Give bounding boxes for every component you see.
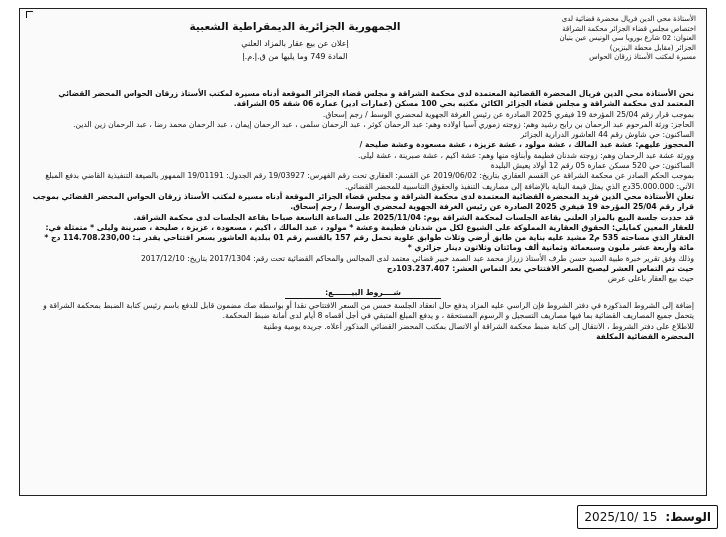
- paragraph-address: الساكنون: حي شاوش رقم 44 العاشور الدرارية الجزائر: [520, 130, 694, 140]
- notice-body: [32, 89, 694, 342]
- paragraph-intro: نحن الأستاذة محي الدين فريال المحضرة القضائية المعتمدة لدى محكمة الشراقة و مجلس قضاء الجزائر الموقعة أدناه مسيرة لمكتب الأستاذ زرقان الحواس المحضر القضائي المعتمد لدى محكمة الشراقة و مجلس قضاء الجزائر الكائن مكتبه بحي 100 مسكن (عمارات ادير) عمارة 06 شقة 05 الشراقة.: [58, 89, 694, 109]
- paragraph-conditions: إضافة إلى الشروط المذكورة في دفتر الشروط فإن الراسي عليه المزاد يدفع حال انعقاد الجلسة خمس من السعر الافتتاحي نقدا أو بواسطة صك مضمون قابل للدفع باسم رئيس كتابة الضبط بمحكمة الشراقة و يتحمل جميع المصاريف القضائية بما فيها مصاريف التسجيل و الرسوم المستحقة ، و يدفع المبلغ المتبقي في أجل أقصاه 8 أيام لدى أمانة ضبط المحكمة.: [43, 300, 694, 321]
- notice-document: [19, 8, 707, 496]
- paragraph-announcement: تعلن الأستاذة محي الدين فريد المحضرة القضائية المعتمدة لدى محكمة الشراقة و مجلس قضاء الجزائر الموقعة أدناه مسيرة لمكتب الأستاذ زرقان الحواس المحضر القضائي بموجب قرار رقم 25/04 المؤرخة 19 فيفري 2025 الصادرة عن رئيس الغرفة الجهوية لمحضري الوسط / رجم إسحاق.: [32, 191, 694, 212]
- office-line: الأستاذة محي الدين فريال محضرة قضائية لدى: [561, 15, 696, 23]
- signature-line: المحضرة القضائية المكلفة: [596, 331, 694, 341]
- stamp-date: 2025/10/ 15: [584, 510, 658, 524]
- stamp-label: الوسط:: [665, 510, 711, 524]
- notice-title: إعلان عن بيع عقار بالمزاد العلني: [241, 39, 349, 48]
- paragraph-seizing-party: الحاجز: ورثة المرحوم عبد الرحمان بن رابح رشيد وهم: زوجته زموري آسيا اولاده وهم: عبد الرحمان كوثر ، عبد الرحمان سلمى ، عبد الرحمان إيمان ، عبد الرحمان محمد رضا ، عبد الرحمان زين الدين.: [73, 119, 694, 129]
- corner-mark: [26, 11, 33, 18]
- document-title-block: [170, 21, 420, 61]
- office-line: العنوان: 02 شارع بورويا سي الونيس عين بنيان: [559, 34, 696, 42]
- paragraph-highest-bid: حيث بيع العقار باعلى عرض: [607, 274, 694, 284]
- republic-title: الجمهورية الجزائرية الديمقراطية الشعبية: [189, 21, 401, 33]
- paragraph-heirs-address: الساكنون: حي 520 مسكن عمارة 05 رقم 12 أولاد يعيش البليدة: [490, 161, 694, 171]
- article-reference: المادة 749 وما يليها من ق.إ.م.إ: [242, 52, 348, 61]
- paragraph-decision: بموجب قرار رقم 25/04 المؤرخة 19 فيفري 2025 الصادرة عن رئيس الغرفة الجهوية لمحضري الوسط / رجم إسحاق.: [322, 109, 694, 119]
- office-line: مسيرة لمكتب الأستاذ زرقان الحواس: [589, 53, 696, 61]
- publication-date-stamp: [577, 505, 718, 529]
- paragraph-opening-price: حيث تم التماس العشر ليصبح السعر الافتتاحي بعد التماس العشر: 103.237.407دج: [386, 264, 694, 274]
- paragraph-consultation: للاطلاع على دفتر الشروط ، الانتقال إلى كتابة ضبط محكمة الشراقة أو الاتصال بمكتب المحضر القضائي المذكور أعلاه. جريدة يومية وطنية: [263, 321, 694, 331]
- office-line: اختصاص مجلس قضاء الجزائر محكمة الشراقة: [562, 24, 696, 33]
- paragraph-heirs: وورثة عشة عبد الرحمان وهم: زوجته شدنان فطيمة وأبناؤه منها وهم: عشة اكيم ، عشة صبرينة ، عشة ليلى.: [357, 150, 694, 160]
- bailiff-office-header: [486, 15, 696, 63]
- paragraph-judgment: بموجب الحكم الصادر عن محكمة الشراقة عن القسم العقاري بتاريخ: 2019/06/02 عن القسم: العقاري تحت رقم الفهرس: 19/03927 رقم الجدول: 19/01191 الممهور بالصيغة التنفيذية القاضي بدفع المبلغ الآتي: 35.000.000دج الذي يمثل قيمة البناية بالإضافة إلى مصاريف التنفيذ والحقوق التناسبية للمحضر القضائي.: [45, 171, 694, 191]
- paragraph-sale-session: قد حددت جلسة البيع بالمزاد العلني بقاعة الجلسات لمحكمة الشراقة يوم: 2025/11/04 على الساعة التاسعة صباحا بقاعة الجلسات لدى محكمة الشراقة.: [133, 212, 694, 222]
- office-line: الجزائر (مقابل محطة البنزين): [609, 43, 696, 52]
- paragraph-seized-parties: المحجوز عليهم: عشة عبد المالك ، عشة مولود ، عشة عزيزة ، عشة مسعودة وعشة صليحة /: [359, 140, 694, 150]
- paragraph-property-description: للعقار المعين كمايلي: الحقوق العقارية المملوكة على الشيوع لكل من شدنان فطيمة وعشة * مولود ، عبد المالك ، اكيم ، مسعودة ، عزيزة ، صليحة ، صبرينة وليلى * متمثلة في: العقار الذي مساحته 535 م2 مشيد عليه بناية من طابق أرضي وثلاث طوابق علوية تحمل رقم 157 بالقسم رقم 01 ببلدية العاشور بسعر افتتاحي يقدر بـ: 114.708.230,00 دج * مائة وأربعة عشر مليون وسبعمائة وثمانية ألف ومائتان وثلاثون دينار جزائري *: [44, 222, 694, 253]
- paragraph-expertise: وذلك وفق تقرير خبرة طبية السيد حسن طرف الأستاذ زرزاز محمد عبد الصمد خبير قضائي معتمد لدى المجالس والمحاكم القضائية تحت رقم: 2017/1304 بتاريخ: 2017/12/10: [140, 253, 694, 263]
- conditions-heading: شــــروط البيـــــــع:: [32, 288, 694, 299]
